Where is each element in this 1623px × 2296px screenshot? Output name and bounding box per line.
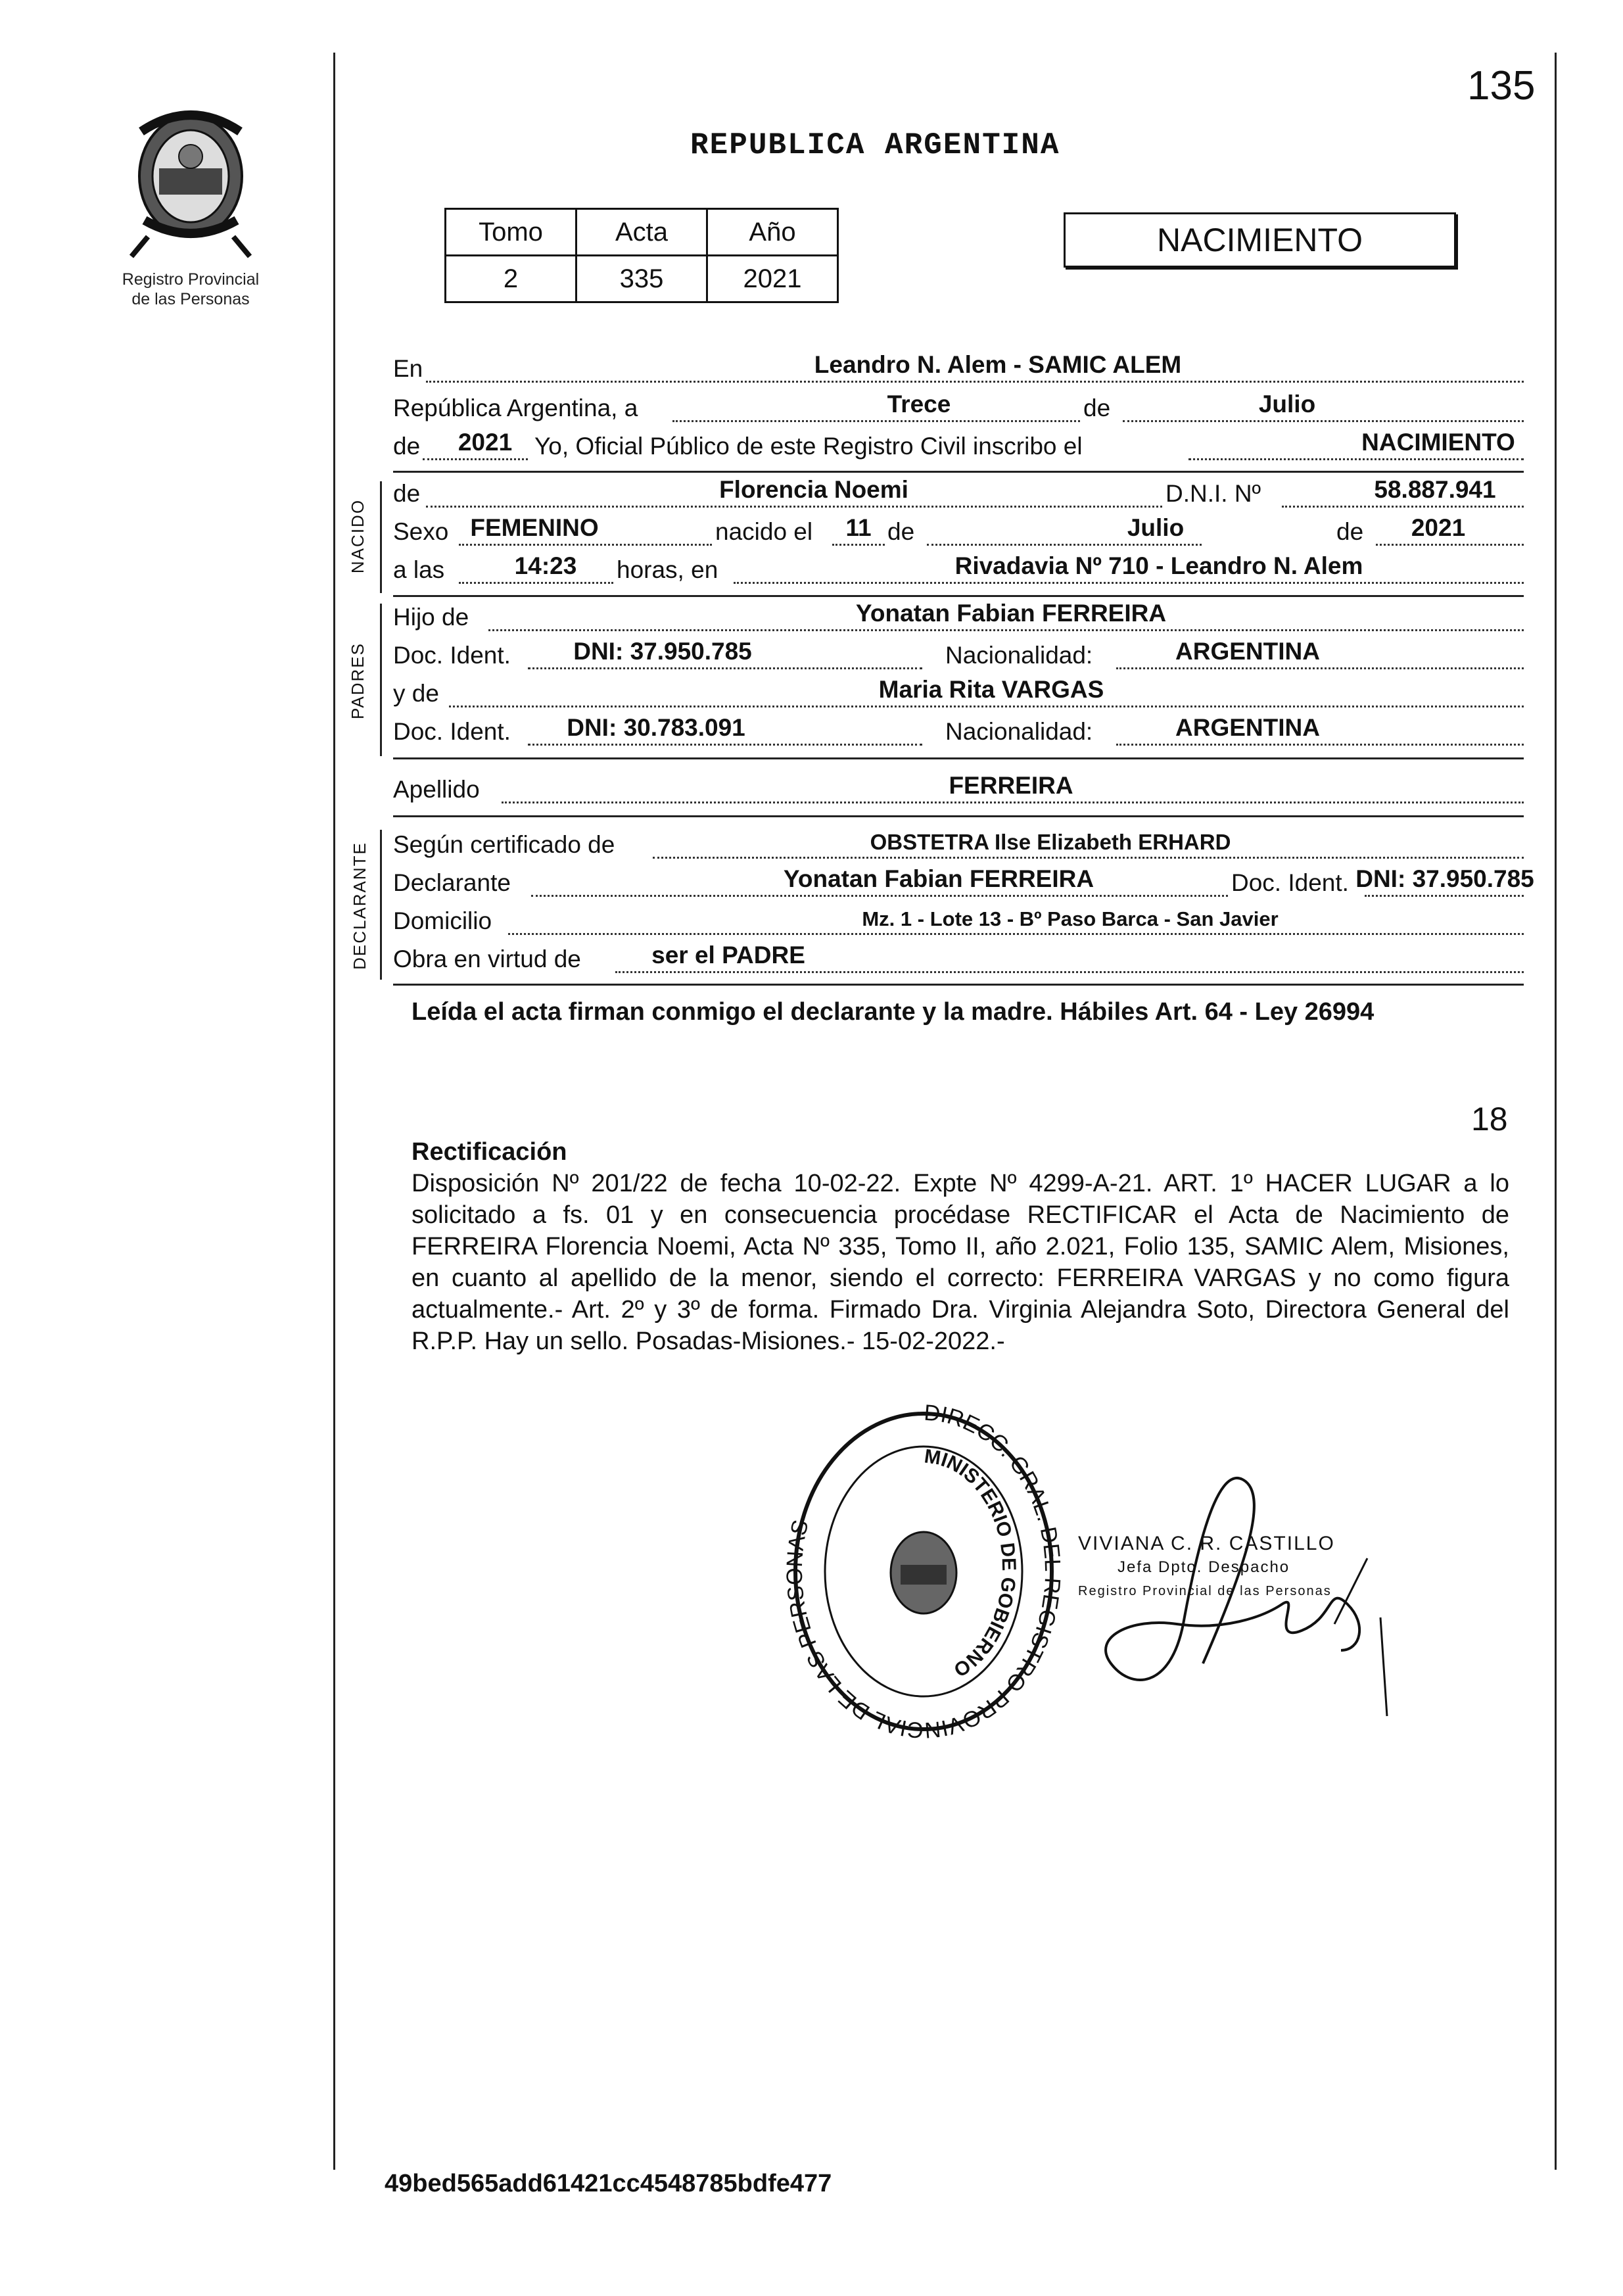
value-child-name: Florencia Noemi	[719, 476, 908, 503]
value-place: Leandro N. Alem - SAMIC ALEM	[814, 351, 1182, 378]
label-dni: D.N.I. Nº	[1165, 480, 1261, 507]
label-born-de2: de	[1336, 518, 1364, 545]
dots	[734, 582, 1524, 584]
dots	[1282, 506, 1524, 508]
side-label-nacido: NACIDO	[348, 498, 368, 574]
logo-caption-line1: Registro Provincial	[122, 270, 260, 289]
value-sex: FEMENINO	[470, 514, 599, 541]
signature-text	[1078, 1532, 1335, 1603]
value-mother-nat: ARGENTINA	[1175, 714, 1320, 741]
label-father-nat: Nacionalidad:	[945, 642, 1093, 669]
value-reg-month: Julio	[1258, 391, 1316, 418]
line-year	[393, 426, 1524, 467]
dots	[488, 629, 1524, 631]
label-sex: Sexo	[393, 518, 449, 545]
side-label-padres: PADRES	[348, 642, 367, 719]
official-stamp	[782, 1400, 1065, 1746]
label-surname: Apellido	[393, 776, 480, 803]
dots	[927, 544, 1202, 546]
folio-number: 135	[1467, 63, 1536, 108]
label-time: a las	[393, 556, 445, 583]
dots	[1116, 667, 1524, 669]
line-domicile	[393, 901, 1524, 942]
label-en: En	[393, 355, 423, 382]
annotation-number: 18	[1471, 1101, 1508, 1137]
registry-value-tomo: 2	[446, 256, 576, 302]
value-birth-place: Rivadavia Nº 710 - Leandro N. Alem	[954, 552, 1363, 579]
value-birth-day: 11	[845, 514, 872, 541]
line-date-registration	[393, 388, 1524, 429]
line-mother-doc	[393, 711, 1524, 752]
label-declarant: Declarante	[393, 869, 511, 896]
side-label-declarante: DECLARANTE	[349, 842, 369, 970]
logo-caption	[112, 270, 270, 309]
dots	[653, 857, 1524, 859]
nacido-bracket	[380, 481, 382, 593]
dots	[615, 971, 1524, 973]
line-place	[393, 348, 1524, 389]
logo-caption-line2: de las Personas	[131, 290, 250, 308]
dots	[1376, 544, 1524, 546]
label-born: nacido el	[715, 518, 813, 545]
label-mother-nat: Nacionalidad:	[945, 718, 1093, 745]
rectification-block	[412, 1136, 1509, 1357]
stamp-inner-text: MINISTERIO DE GOBIERNO	[923, 1445, 1020, 1681]
line-child-name	[393, 473, 1524, 514]
dots	[1188, 458, 1524, 460]
dots	[672, 420, 1080, 422]
padres-bracket	[380, 604, 382, 756]
line-father-doc	[393, 635, 1524, 676]
dots	[531, 895, 1228, 897]
label-declarant-doc: Doc. Ident.	[1231, 869, 1349, 896]
closing-statement: Leída el acta firman conmigo el declarante y la madre. Hábiles Art. 64 - Ley 26994	[412, 998, 1375, 1026]
separator	[393, 757, 1524, 759]
label-de-year: de	[393, 433, 421, 460]
registry-header-row	[446, 209, 838, 256]
dots	[459, 582, 613, 584]
label-certificate: Según certificado de	[393, 831, 615, 858]
signatory-name: VIVIANA C. R. CASTILLO	[1078, 1533, 1335, 1554]
label-official-text: Yo, Oficial Público de este Registro Civil inscribo el	[534, 433, 1083, 460]
provincia-seal-icon	[112, 105, 270, 263]
line-father	[393, 597, 1524, 638]
value-birth-year: 2021	[1411, 514, 1466, 541]
dots	[449, 706, 1524, 707]
line-time-place	[393, 550, 1524, 590]
registry-header-tomo: Tomo	[446, 209, 576, 256]
signatory-role: Jefa Dpto. Despacho	[1117, 1558, 1290, 1576]
value-father-doc: DNI: 37.950.785	[573, 638, 752, 665]
rectification-title: Rectificación	[412, 1138, 567, 1166]
label-mother-doc: Doc. Ident.	[393, 718, 511, 745]
value-father-name: Yonatan Fabian FERREIRA	[855, 600, 1167, 627]
value-obra: ser el PADRE	[651, 942, 805, 969]
separator	[393, 984, 1524, 986]
dots	[528, 667, 922, 669]
declarante-bracket	[380, 830, 382, 980]
value-declarant-name: Yonatan Fabian FERREIRA	[783, 865, 1094, 892]
separator	[393, 471, 1524, 473]
registry-value-row	[446, 256, 838, 302]
registry-header-acta: Acta	[576, 209, 707, 256]
line-declarant	[393, 863, 1534, 903]
dots	[426, 381, 1524, 383]
document-hash: 49bed565add61421cc4548785bdfe477	[385, 2170, 832, 2197]
dots	[832, 544, 885, 546]
value-event: NACIMIENTO	[1361, 429, 1515, 456]
value-reg-year: 2021	[458, 429, 513, 456]
label-born-de1: de	[887, 518, 915, 545]
registry-value-anio: 2021	[707, 256, 838, 302]
value-mother-doc: DNI: 30.783.091	[567, 714, 745, 741]
dots	[426, 506, 1162, 508]
stamp-outer-text: DIRECC. GRAL. DEL REGISTRO PROVINCIAL DE LAS PERSONAS	[782, 1400, 1065, 1742]
label-father-doc: Doc. Ident.	[393, 642, 511, 669]
dots	[528, 744, 922, 746]
value-declarant-doc: DNI: 37.950.785	[1355, 865, 1534, 892]
signature-block	[1052, 1453, 1420, 1733]
right-margin-rule	[1555, 53, 1557, 2170]
label-republica: República Argentina, a	[393, 395, 638, 421]
ministry-seal-icon	[782, 1400, 1065, 1742]
signatory-org: Registro Provincial de las Personas	[1078, 1584, 1332, 1598]
dots	[1116, 744, 1524, 746]
registry-table	[444, 208, 839, 303]
line-sex-birth	[393, 512, 1524, 552]
value-birth-month: Julio	[1127, 514, 1185, 541]
label-de-name: de	[393, 480, 421, 507]
line-surname	[393, 769, 1524, 810]
label-domicile: Domicilio	[393, 907, 492, 934]
left-margin-rule	[333, 53, 335, 2170]
line-certificate	[393, 825, 1524, 865]
dots	[1365, 895, 1524, 897]
dots	[508, 933, 1524, 935]
separator	[393, 815, 1524, 817]
value-reg-day: Trece	[887, 391, 951, 418]
document-type-box: NACIMIENTO	[1064, 212, 1456, 268]
value-certificate: OBSTETRA Ilse Elizabeth ERHARD	[870, 830, 1231, 854]
label-mother: y de	[393, 680, 439, 707]
value-domicile: Mz. 1 - Lote 13 - Bº Paso Barca - San Javier	[862, 907, 1279, 930]
value-surname: FERREIRA	[949, 772, 1073, 799]
value-birth-time: 14:23	[514, 552, 577, 579]
line-mother	[393, 673, 1524, 714]
value-child-dni: 58.887.941	[1374, 476, 1496, 503]
dots	[1123, 420, 1524, 422]
dots	[502, 801, 1524, 803]
label-place: horas, en	[617, 556, 718, 583]
registry-logo	[112, 105, 270, 308]
registry-header-anio: Año	[707, 209, 838, 256]
dots	[459, 544, 712, 546]
label-de: de	[1083, 395, 1111, 421]
label-obra: Obra en virtud de	[393, 945, 581, 972]
rectification-body: Disposición Nº 201/22 de fecha 10-02-22. Expte Nº 4299-A-21. ART. 1º HACER LUGAR a lo solicitado a fs. 01 y en consecuencia procédase RECTIFICAR el Acta de Nacimiento de FERREIRA Florencia Noemi, Acta Nº 335, Tomo II, año 2.021, Folio 135, SAMIC Alem, Misiones, en cuanto al apellido de la menor, siendo el correcto: FERREIRA VARGAS y no como figura actualmente.- Art. 2º y 3º de forma. Firmado Dra. Virginia Alejandra Soto, Directora General del R.P.P. Hay un sello. Posadas-Misiones.- 15-02-2022.-	[412, 1170, 1509, 1355]
label-father: Hijo de	[393, 604, 469, 631]
country-title: REPUBLICA ARGENTINA	[690, 128, 1060, 162]
dots	[423, 458, 528, 460]
value-mother-name: Maria Rita VARGAS	[878, 676, 1104, 703]
value-father-nat: ARGENTINA	[1175, 638, 1320, 665]
registry-value-acta: 335	[576, 256, 707, 302]
line-obra	[393, 939, 1524, 980]
